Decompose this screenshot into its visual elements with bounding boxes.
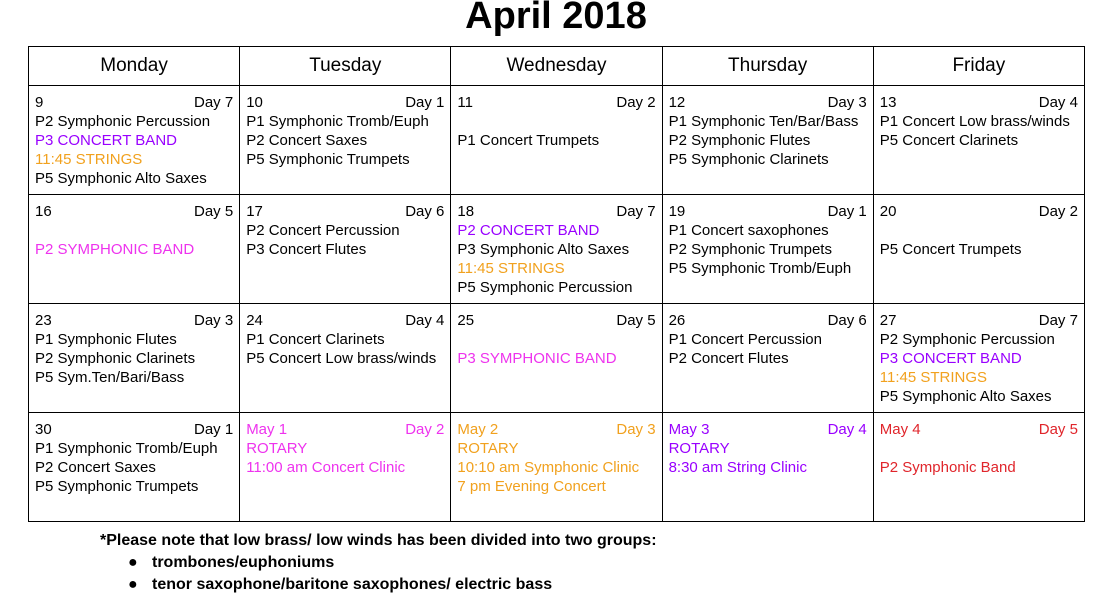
date-label: 10 [246, 94, 263, 111]
date-label: May 2 [457, 421, 499, 438]
date-label: May 1 [246, 421, 288, 438]
date-label: 27 [879, 312, 897, 329]
day-cell-content [240, 195, 450, 259]
schedule-entry: ROTARY [246, 440, 308, 457]
schedule-entry: P5 Symphonic Percussion [457, 279, 633, 296]
schedule-entry: P2 Symphonic Flutes [668, 132, 811, 149]
day-cell-header [35, 420, 233, 439]
day-cell-content [451, 413, 661, 496]
rotation-day-label: Day 6 [405, 203, 445, 220]
schedule-entry: P2 Concert Flutes [668, 350, 789, 367]
schedule-entry: P3 Concert Flutes [246, 241, 367, 258]
rotation-day-label: Day 1 [405, 94, 445, 111]
day-cell-header [880, 420, 1078, 439]
schedule-entry: P2 CONCERT BAND [457, 222, 600, 239]
day-cell [451, 304, 662, 413]
schedule-entry: P2 Symphonic Percussion [35, 113, 211, 130]
day-cell-header [35, 93, 233, 112]
day-cell [240, 304, 451, 413]
week-row [29, 195, 1085, 304]
rotation-day-label: Day 2 [1038, 203, 1078, 220]
day-cell [662, 195, 873, 304]
note-item-text: tenor saxophone/baritone saxophones/ electric bass [152, 576, 553, 593]
day-cell [451, 413, 662, 522]
schedule-entry: P5 Symphonic Tromb/Euph [668, 260, 852, 277]
note-list [100, 552, 657, 596]
schedule-entry: 7 pm Evening Concert [457, 478, 606, 495]
schedule-entry: P1 Symphonic Tromb/Euph [35, 440, 218, 457]
rotation-day-label: Day 2 [616, 94, 656, 111]
date-label: 13 [879, 94, 897, 111]
date-label: 16 [35, 203, 52, 220]
schedule-entry: P2 Concert Saxes [246, 132, 368, 149]
rotation-day-label: Day 6 [827, 312, 867, 329]
day-cell-header [880, 311, 1078, 330]
schedule-entry: P1 Symphonic Ten/Bar/Bass [668, 113, 859, 130]
schedule-entry: P2 Symphonic Band [879, 459, 1016, 476]
weekday-header-friday: Friday [873, 47, 1084, 86]
day-cell-content [240, 86, 450, 169]
schedule-entry: P5 Concert Low brass/winds [246, 350, 437, 367]
schedule-entry: P1 Symphonic Flutes [35, 331, 177, 348]
schedule-entry: 11:45 STRINGS [35, 151, 143, 168]
day-cell-header [246, 420, 444, 439]
notes-section [100, 530, 657, 596]
day-cell-header [669, 311, 867, 330]
schedule-entry: P2 SYMPHONIC BAND [35, 241, 195, 258]
schedule-entry: P1 Concert Percussion [668, 331, 822, 348]
schedule-entry: P1 Concert Clarinets [246, 331, 385, 348]
rotation-day-label: Day 3 [616, 421, 656, 438]
day-cell [873, 86, 1084, 195]
schedule-entry: P3 CONCERT BAND [35, 132, 177, 149]
rotation-day-label: Day 4 [405, 312, 445, 329]
schedule-entry [880, 221, 1078, 240]
rotation-day-label: Day 3 [827, 94, 867, 111]
rotation-day-label: Day 5 [1038, 421, 1078, 438]
day-cell [240, 413, 451, 522]
day-cell [662, 86, 873, 195]
date-label: 11 [457, 94, 473, 111]
date-label: 18 [457, 203, 475, 220]
day-cell-content [451, 86, 661, 150]
note-list-item [128, 552, 657, 574]
day-cell [29, 304, 240, 413]
schedule-entry: P1 Concert Trumpets [457, 132, 600, 149]
schedule-entry: P2 Concert Saxes [35, 459, 156, 476]
day-cell-header [880, 202, 1078, 221]
day-cell [873, 413, 1084, 522]
weekday-header-monday: Monday [29, 47, 240, 86]
rotation-day-label: Day 7 [1038, 312, 1078, 329]
schedule-entry: 11:00 am Concert Clinic [246, 459, 406, 476]
day-cell [662, 304, 873, 413]
date-label: 20 [879, 203, 897, 220]
date-label: 17 [246, 203, 263, 220]
rotation-day-label: Day 5 [194, 203, 234, 220]
schedule-entry: 8:30 am String Clinic [668, 459, 807, 476]
schedule-entry: P3 CONCERT BAND [879, 350, 1022, 367]
day-cell-content [240, 413, 450, 477]
schedule-entry: P3 SYMPHONIC BAND [457, 350, 617, 367]
schedule-entry: P5 Symphonic Alto Saxes [35, 170, 207, 187]
day-cell-header [35, 202, 233, 221]
schedule-entry: 11:45 STRINGS [457, 260, 565, 277]
day-cell-content [29, 413, 239, 496]
day-cell [662, 413, 873, 522]
schedule-entry: P5 Sym.Ten/Bari/Bass [35, 369, 185, 386]
schedule-entry: ROTARY [668, 440, 730, 457]
schedule-entry: P2 Symphonic Percussion [879, 331, 1055, 348]
day-cell-content [663, 86, 873, 169]
schedule-entry: ROTARY [457, 440, 519, 457]
schedule-entry [457, 112, 655, 131]
schedule-entry: P5 Symphonic Clarinets [668, 151, 829, 168]
rotation-day-label: Day 4 [827, 421, 867, 438]
day-cell-content [451, 304, 661, 368]
date-label: 25 [457, 312, 475, 329]
week-row [29, 304, 1085, 413]
date-label: 23 [35, 312, 52, 329]
date-label: May 4 [879, 421, 921, 438]
schedule-entry: P5 Concert Trumpets [879, 241, 1022, 258]
week-row [29, 86, 1085, 195]
day-cell [451, 86, 662, 195]
date-label: 24 [246, 312, 263, 329]
day-cell-header [457, 93, 655, 112]
schedule-entry: P3 Symphonic Alto Saxes [457, 241, 630, 258]
day-cell [873, 304, 1084, 413]
day-cell-header [669, 93, 867, 112]
rotation-day-label: Day 4 [1038, 94, 1078, 111]
weekday-header-wednesday: Wednesday [451, 47, 662, 86]
day-cell [240, 195, 451, 304]
schedule-entry: P1 Concert saxophones [668, 222, 829, 239]
date-label: 26 [668, 312, 686, 329]
schedule-entry: 11:45 STRINGS [879, 369, 988, 386]
day-cell-content [663, 304, 873, 368]
schedule-entry: P5 Symphonic Alto Saxes [879, 388, 1052, 405]
day-cell-header [246, 311, 444, 330]
day-cell [873, 195, 1084, 304]
page-title: April 2018 [465, 0, 647, 37]
day-cell-content [874, 413, 1084, 477]
weekday-header-row [29, 47, 1085, 86]
rotation-day-label: Day 2 [405, 421, 445, 438]
bullet-icon: ● [128, 576, 138, 593]
day-cell [451, 195, 662, 304]
schedule-entry [880, 439, 1078, 458]
rotation-day-label: Day 7 [194, 94, 234, 111]
schedule-entry [35, 221, 233, 240]
weekday-header-thursday: Thursday [662, 47, 873, 86]
schedule-entry [457, 330, 655, 349]
rotation-day-label: Day 5 [616, 312, 656, 329]
day-cell [29, 86, 240, 195]
date-label: 19 [668, 203, 686, 220]
day-cell-header [35, 311, 233, 330]
schedule-entry: P5 Symphonic Trumpets [35, 478, 199, 495]
day-cell-content [29, 304, 239, 387]
weekday-header-tuesday: Tuesday [240, 47, 451, 86]
schedule-entry: P5 Concert Clarinets [879, 132, 1019, 149]
rotation-day-label: Day 1 [194, 421, 234, 438]
day-cell-content [874, 195, 1084, 259]
note-item-text: trombones/euphoniums [152, 554, 335, 571]
schedule-entry: P2 Symphonic Trumpets [668, 241, 832, 258]
day-cell-header [457, 420, 655, 439]
note-list-item [128, 574, 657, 596]
day-cell-header [457, 202, 655, 221]
date-label: 12 [668, 94, 686, 111]
schedule-entry: P5 Symphonic Trumpets [246, 151, 410, 168]
date-label: 9 [35, 94, 44, 111]
schedule-entry: P1 Concert Low brass/winds [879, 113, 1070, 130]
rotation-day-label: Day 3 [194, 312, 234, 329]
calendar-table [28, 46, 1085, 522]
day-cell [29, 413, 240, 522]
day-cell-header [246, 93, 444, 112]
day-cell-header [246, 202, 444, 221]
day-cell-content [663, 413, 873, 477]
date-label: 30 [35, 421, 52, 438]
day-cell [29, 195, 240, 304]
bullet-icon: ● [128, 554, 138, 571]
rotation-day-label: Day 7 [616, 203, 656, 220]
note-text: *Please note that low brass/ low winds has been divided into two groups: [100, 532, 657, 549]
schedule-entry: P1 Symphonic Tromb/Euph [246, 113, 429, 130]
day-cell-content [451, 195, 661, 297]
day-cell-content [29, 195, 239, 259]
day-cell-content [663, 195, 873, 278]
rotation-day-label: Day 1 [827, 203, 867, 220]
day-cell-content [874, 86, 1084, 150]
day-cell-header [880, 93, 1078, 112]
day-cell-content [874, 304, 1084, 406]
day-cell [240, 86, 451, 195]
day-cell-header [669, 420, 867, 439]
schedule-entry: P2 Concert Percussion [246, 222, 400, 239]
day-cell-header [457, 311, 655, 330]
day-cell-content [29, 86, 239, 188]
date-label: May 3 [668, 421, 710, 438]
schedule-entry: P2 Symphonic Clarinets [35, 350, 196, 367]
schedule-entry: 10:10 am Symphonic Clinic [457, 459, 640, 476]
calendar-body [29, 86, 1085, 522]
week-row [29, 413, 1085, 522]
day-cell-header [669, 202, 867, 221]
day-cell-content [240, 304, 450, 368]
